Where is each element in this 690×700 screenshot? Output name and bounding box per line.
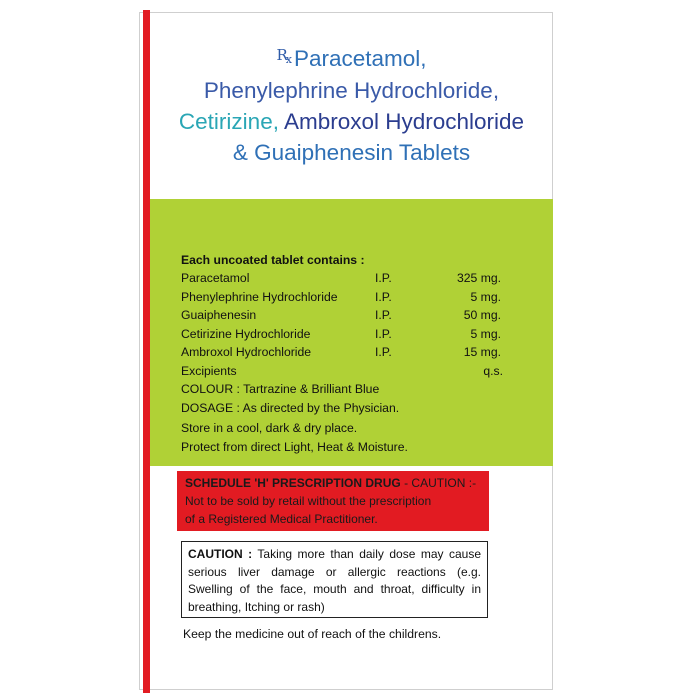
- title-line-1: Paracetamol,: [293, 46, 427, 71]
- rx-icon: Rx: [276, 46, 292, 66]
- title-line-3a: Cetirizine,: [178, 109, 279, 134]
- schedule-line-2: Not to be sold by retail without the prescription: [185, 494, 432, 508]
- colour-note: COLOUR : Tartrazine & Brilliant Blue: [181, 382, 380, 396]
- ingredient-standard: I.P.: [375, 289, 392, 304]
- excipients-label: Excipients: [181, 363, 237, 378]
- ingredient-amount: 5 mg.: [470, 326, 501, 341]
- caution-box: [181, 541, 488, 618]
- ingredient-name: Cetirizine Hydrochloride: [181, 326, 311, 341]
- ingredient-amount: 5 mg.: [470, 289, 501, 304]
- excipients-row: [181, 362, 521, 381]
- ingredient-standard: I.P.: [375, 326, 392, 341]
- ingredient-row: [181, 343, 521, 362]
- caution-heading: CAUTION :: [188, 547, 253, 561]
- title-line-2: Phenylephrine Hydrochloride,: [203, 78, 500, 103]
- schedule-caution-label: - CAUTION :-: [400, 476, 477, 490]
- schedule-h-warning: [177, 471, 489, 531]
- storage-note: Store in a cool, dark & dry place.: [181, 420, 358, 435]
- title-line-4: & Guaiphenesin Tablets: [232, 140, 471, 165]
- ingredient-name: Paracetamol: [181, 271, 250, 285]
- keep-away-note: Keep the medicine out of reach of the childrens.: [183, 627, 442, 641]
- ingredient-standard: I.P.: [375, 271, 392, 285]
- ingredient-row: [181, 288, 521, 307]
- ingredient-row: [181, 325, 521, 344]
- caution-text: Taking more than daily dose may cause serious liver damage or allergic reactions (e.g. Swelling of the face, mouth and throat, difficulty in breathing, Itching or rash): [188, 547, 481, 614]
- ingredient-standard: I.P.: [375, 345, 392, 359]
- schedule-heading: SCHEDULE 'H' PRESCRIPTION DRUG: [185, 476, 401, 490]
- ingredient-name: Phenylephrine Hydrochloride: [181, 289, 338, 304]
- excipients-amount: q.s.: [483, 363, 503, 378]
- ingredient-amount: 50 mg.: [463, 308, 501, 322]
- ingredient-name: Ambroxol Hydrochloride: [181, 345, 312, 359]
- title-line-3b: Ambroxol Hydrochloride: [283, 109, 525, 134]
- dosage-note: DOSAGE : As directed by the Physician.: [181, 401, 400, 416]
- product-title: [150, 40, 553, 168]
- schedule-line-3: of a Registered Medical Practitioner.: [185, 512, 378, 526]
- ingredient-amount: 15 mg.: [463, 345, 501, 359]
- protect-note: Protect from direct Light, Heat & Moisture.: [181, 439, 408, 454]
- ingredient-row: [181, 269, 521, 288]
- ingredient-standard: I.P.: [375, 308, 392, 322]
- composition-heading: Each uncoated tablet contains :: [181, 253, 365, 267]
- ingredient-name: Guaiphenesin: [181, 308, 257, 322]
- ingredient-amount: 325 mg.: [457, 271, 502, 285]
- composition-section: [181, 251, 521, 457]
- red-stripe: [143, 10, 150, 693]
- ingredient-row: [181, 306, 521, 325]
